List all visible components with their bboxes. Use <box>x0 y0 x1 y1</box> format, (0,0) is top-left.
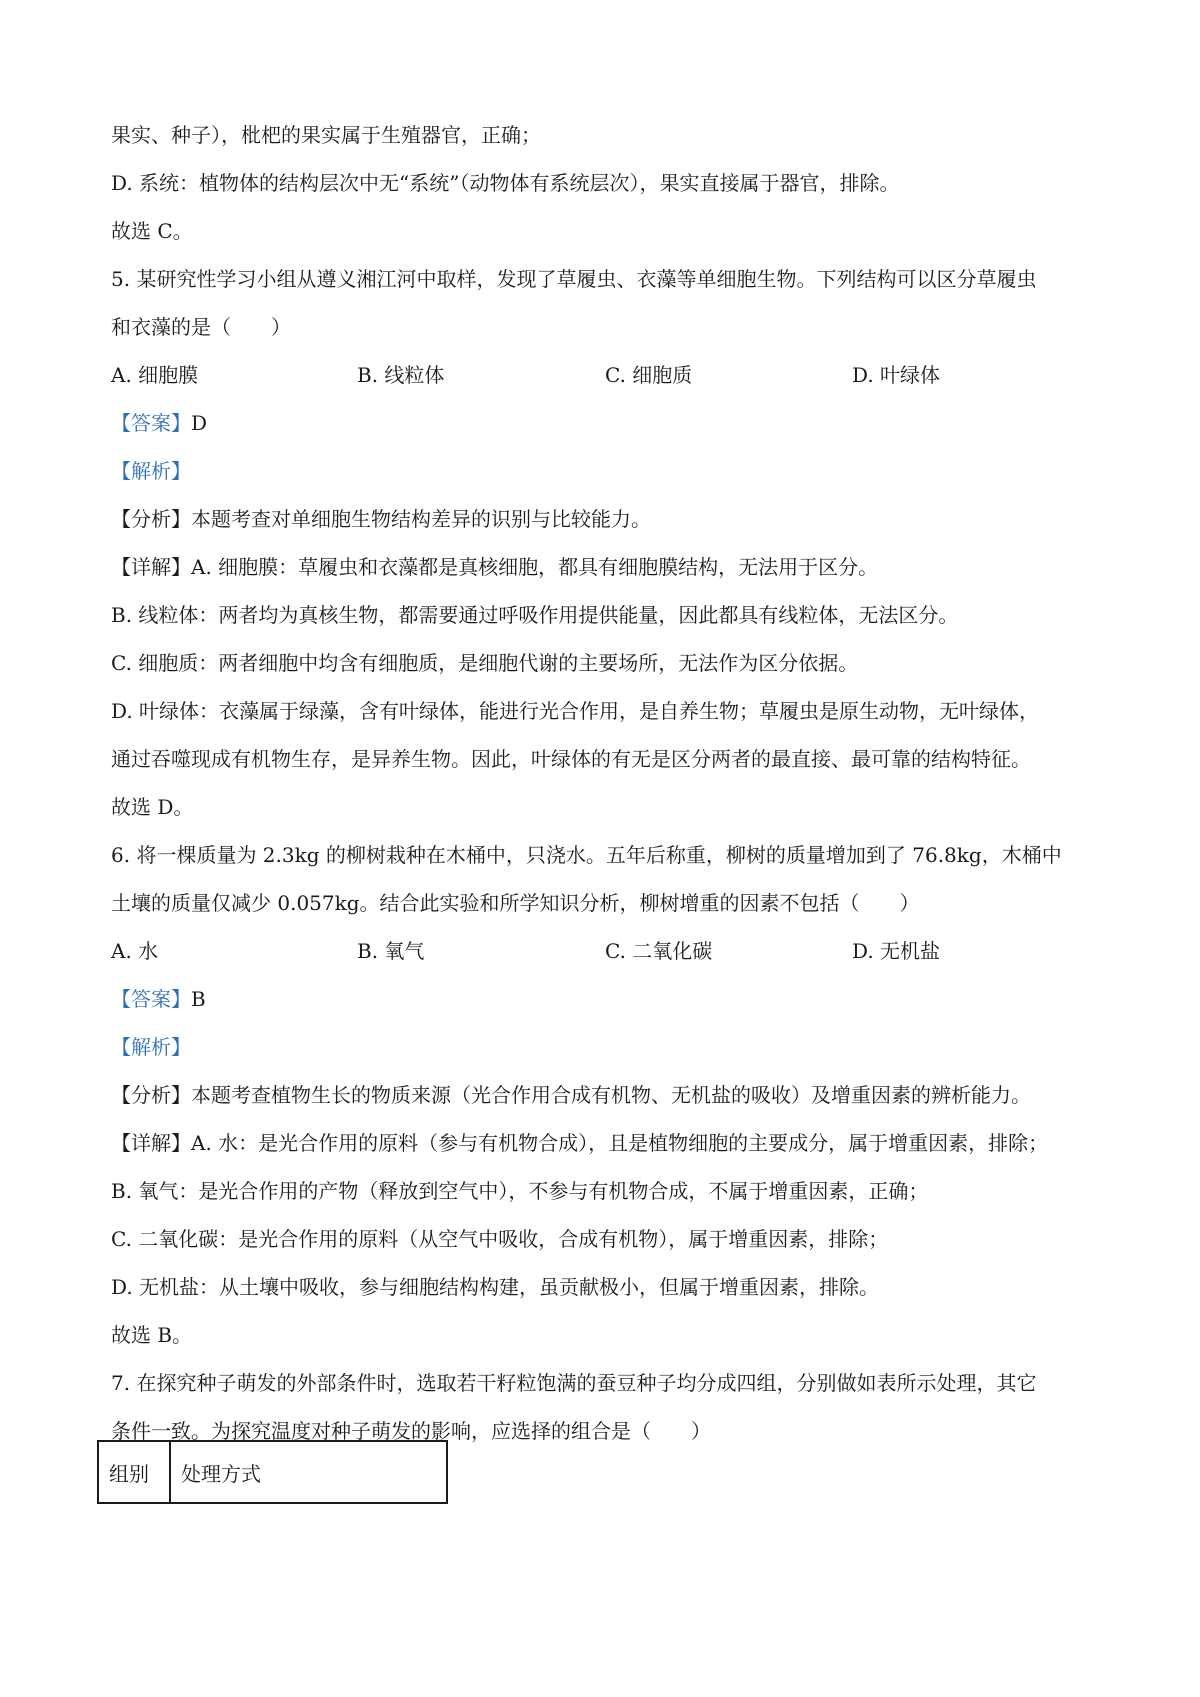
answer-line <box>111 985 206 1013</box>
answer-value: D <box>191 411 208 435</box>
detail-line: D. 无机盐：从土壤中吸收，参与细胞结构构建，虽贡献极小，但属于增重因素，排除。 <box>111 1275 880 1299</box>
detail-text: A. 水：是光合作用的原料（参与有机物合成），且是植物细胞的主要成分，属于增重因素，排除； <box>191 1131 1049 1155</box>
question-6-stem: 土壤的质量仅减少 0.057kg。结合此实验和所学知识分析，柳树增重的因素不包括（ ） <box>111 891 920 915</box>
detail-line <box>111 553 878 581</box>
analysis-line <box>111 1081 1031 1109</box>
option-a: A. 细胞膜 <box>111 363 199 387</box>
xiangjie-label: 【详解】 <box>111 1131 191 1155</box>
text-line: D. 系统：植物体的结构层次中无“系统”（动物体有系统层次），果实直接属于器官，排除。 <box>111 171 900 195</box>
question-5-stem: 和衣藻的是（ ） <box>111 315 291 339</box>
conclusion-line: 故选 B。 <box>111 1323 193 1347</box>
fenxi-text: 本题考查对单细胞生物结构差异的识别与比较能力。 <box>191 507 651 531</box>
analysis-label: 【解析】 <box>111 459 191 483</box>
analysis-line <box>111 505 651 533</box>
option-b: B. 线粒体 <box>357 363 445 387</box>
answer-line <box>111 409 207 437</box>
question-7-stem: 7. 在探究种子萌发的外部条件时，选取若干籽粒饱满的蚕豆种子均分成四组，分别做如表所示处理，其它 <box>111 1371 1037 1395</box>
fenxi-label: 【分析】 <box>111 1083 191 1107</box>
detail-line: B. 线粒体：两者均为真核生物，都需要通过呼吸作用提供能量，因此都具有线粒体，无法区分。 <box>111 603 959 627</box>
detail-line: 通过吞噬现成有机物生存，是异养生物。因此，叶绿体的有无是区分两者的最直接、最可靠的结构特征。 <box>111 747 1031 771</box>
option-a: A. 水 <box>111 939 159 963</box>
option-d: D. 无机盐 <box>852 939 941 963</box>
text-line: 故选 C。 <box>111 219 193 243</box>
detail-text: A. 细胞膜：草履虫和衣藻都是真核细胞，都具有细胞膜结构，无法用于区分。 <box>191 555 879 579</box>
answer-label: 【答案】 <box>111 411 191 435</box>
answer-value: B <box>191 987 206 1011</box>
option-c: C. 二氧化碳 <box>605 939 713 963</box>
table-header-group: 组别 <box>98 1441 170 1503</box>
text-line: 果实、种子），枇杷的果实属于生殖器官，正确； <box>111 123 541 147</box>
question-7-stem: 条件一致。为探究温度对种子萌发的影响，应选择的组合是（ ） <box>111 1419 711 1443</box>
detail-line: B. 氧气：是光合作用的产物（释放到空气中），不参与有机物合成，不属于增重因素，正确； <box>111 1179 929 1203</box>
fenxi-label: 【分析】 <box>111 507 191 531</box>
conclusion-line: 故选 D。 <box>111 795 194 819</box>
answer-label: 【答案】 <box>111 987 191 1011</box>
table-row <box>98 1441 447 1503</box>
xiangjie-label: 【详解】 <box>111 555 191 579</box>
detail-line: C. 细胞质：两者细胞中均含有细胞质，是细胞代谢的主要场所，无法作为区分依据。 <box>111 651 859 675</box>
question-5-stem: 5. 某研究性学习小组从遵义湘江河中取样，发现了草履虫、衣藻等单细胞生物。下列结构可以区分草履虫 <box>111 267 1037 291</box>
option-d: D. 叶绿体 <box>852 363 941 387</box>
detail-line <box>111 1129 1048 1157</box>
detail-line: C. 二氧化碳：是光合作用的原料（从空气中吸收，合成有机物），属于增重因素，排除； <box>111 1227 889 1251</box>
fenxi-text: 本题考查植物生长的物质来源（光合作用合成有机物、无机盐的吸收）及增重因素的辨析能力。 <box>191 1083 1031 1107</box>
analysis-label: 【解析】 <box>111 1035 191 1059</box>
question-6-stem: 6. 将一棵质量为 2.3kg 的柳树栽种在木桶中，只浇水。五年后称重，柳树的质量增加到了 76.8kg，木桶中 <box>111 843 1062 867</box>
detail-line: D. 叶绿体：衣藻属于绿藻，含有叶绿体，能进行光合作用，是自养生物；草履虫是原生动物，无叶绿体， <box>111 699 1040 723</box>
option-c: C. 细胞质 <box>605 363 693 387</box>
option-b: B. 氧气 <box>357 939 425 963</box>
table-header-treatment: 处理方式 <box>170 1441 447 1503</box>
treatment-table <box>97 1440 448 1504</box>
